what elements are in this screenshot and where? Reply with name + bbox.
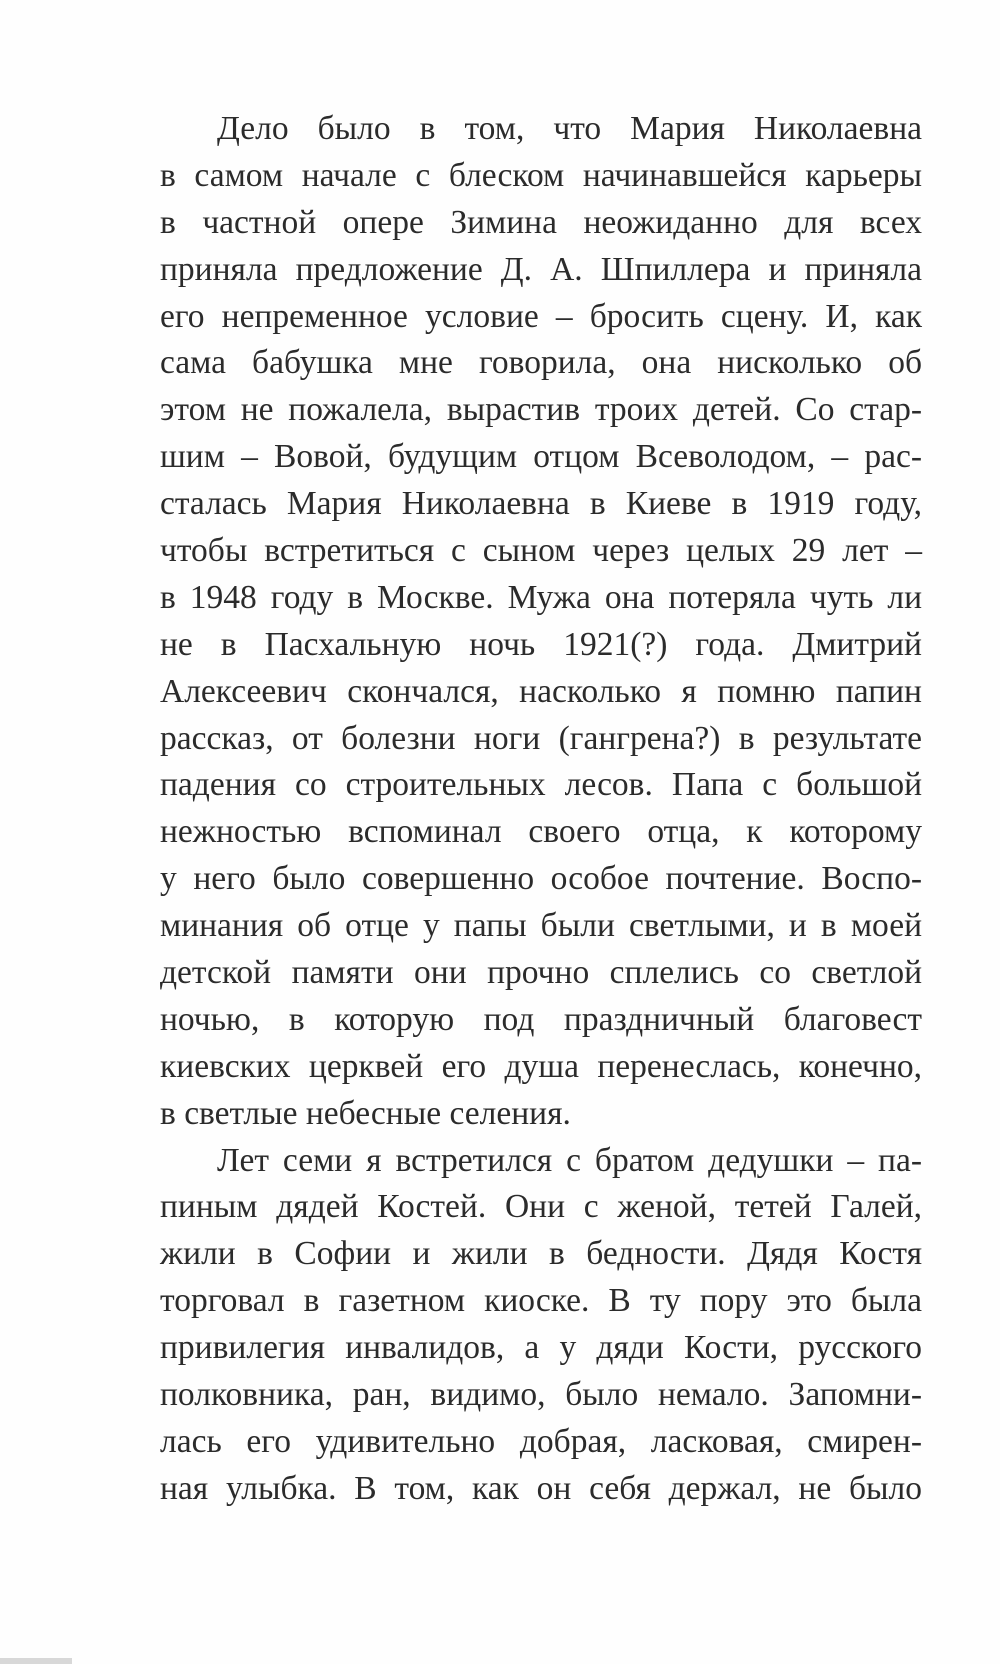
scan-edge-mark: [0, 1658, 72, 1664]
text-line: полковника, ран, видимо, было немало. Запомни-: [160, 1376, 922, 1414]
text-line: минания об отце у папы были светлыми, и в моей: [160, 907, 922, 945]
text-line: в светлые небесные селения.: [160, 1094, 571, 1132]
text-line: в самом начале с блеском начинавшейся карьеры: [160, 156, 922, 194]
body-text: [160, 106, 922, 1513]
text-line: этом не пожалела, вырастив троих детей. Со стар-: [160, 391, 922, 429]
text-line: у него было совершенно особое почтение. Воспо-: [160, 860, 922, 898]
text-line: в 1948 году в Москве. Мужа она потеряла чуть ли: [160, 578, 922, 616]
paragraph-1: [160, 106, 922, 1138]
text-line: лась его удивительно добрая, ласковая, смирен-: [160, 1422, 922, 1460]
text-line: сама бабушка мне говорила, она нисколько об: [160, 344, 922, 382]
text-line: в частной опере Зимина неожиданно для всех: [160, 203, 922, 241]
text-line: не в Пасхальную ночь 1921(?) года. Дмитрий: [160, 625, 922, 663]
text-line: торговал в газетном киоске. В ту пору это была: [160, 1282, 922, 1320]
text-line: шим – Вовой, будущим отцом Всеволодом, – рас-: [160, 438, 922, 476]
text-line: Лет семи я встретился с братом дедушки – па-: [217, 1141, 922, 1179]
text-line: ночью, в которую под праздничный благовест: [160, 1000, 922, 1038]
text-line: Дело было в том, что Мария Николаевна: [217, 110, 922, 147]
text-line: Алексеевич скончался, насколько я помню папин: [160, 672, 922, 710]
text-line: приняла предложение Д. А. Шпиллера и приняла: [160, 250, 922, 288]
text-line: киевских церквей его душа перенеслась, конечно,: [160, 1047, 922, 1085]
text-line: чтобы встретиться с сыном через целых 29 лет –: [160, 532, 922, 570]
text-line: падения со строительных лесов. Папа с большой: [160, 766, 922, 804]
text-line: пиным дядей Костей. Они с женой, тетей Галей,: [160, 1188, 922, 1226]
text-line: детской памяти они прочно сплелись со светлой: [160, 954, 922, 992]
text-line: ная улыбка. В том, как он себя держал, не было: [160, 1469, 922, 1507]
paragraph-2: [160, 1138, 922, 1513]
text-line: его непременное условие – бросить сцену. И, как: [160, 297, 922, 335]
text-line: привилегия инвалидов, а у дяди Кости, русского: [160, 1329, 922, 1367]
text-line: жили в Софии и жили в бедности. Дядя Костя: [160, 1235, 922, 1273]
text-line: нежностью вспоминал своего отца, к которому: [160, 813, 922, 851]
text-line: рассказ, от болезни ноги (гангрена?) в результате: [160, 719, 922, 757]
text-line: сталась Мария Николаевна в Киеве в 1919 году,: [160, 485, 922, 523]
